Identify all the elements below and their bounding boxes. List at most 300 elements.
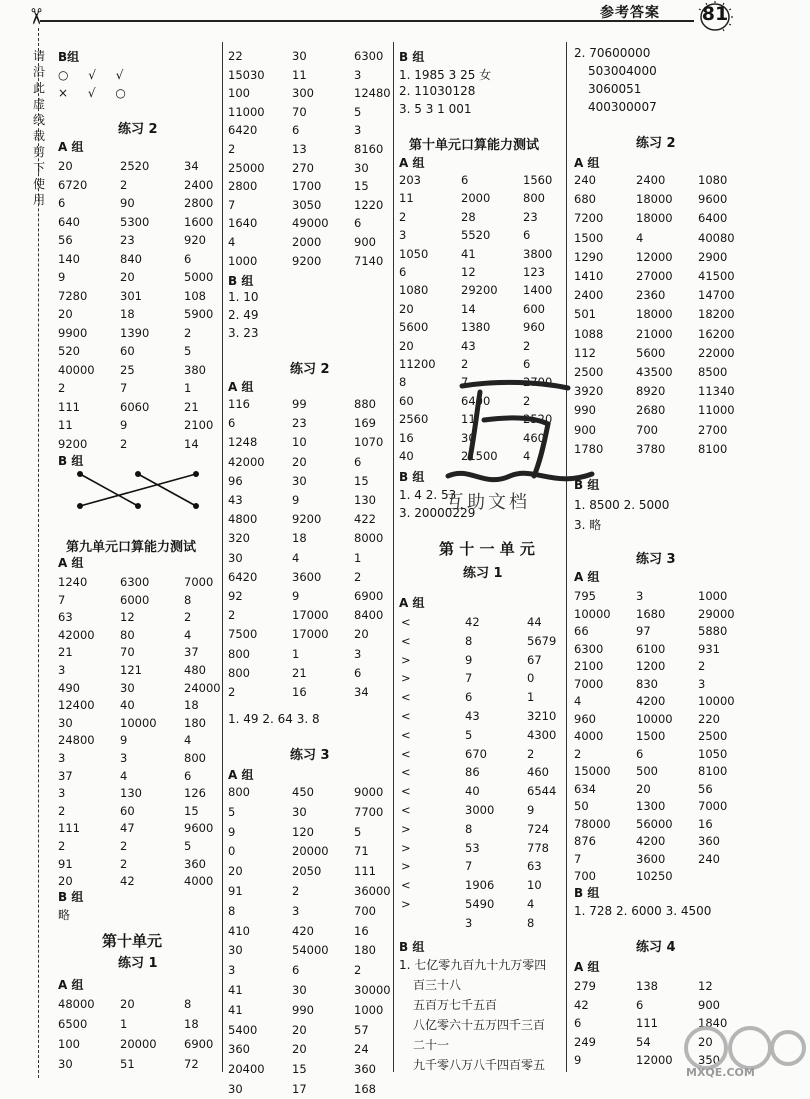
- answer-value: 795: [574, 589, 596, 603]
- answer-value: 20: [292, 1022, 307, 1037]
- answer-value: 1500: [636, 729, 666, 743]
- answer-value: 56000: [636, 816, 673, 831]
- answer-value: 2: [461, 357, 469, 371]
- answer-text: 3. 23: [228, 326, 259, 340]
- group-label: A 组: [58, 556, 84, 570]
- section-title: 第十单元口算能力测试: [409, 138, 540, 153]
- answer-value: 490: [58, 680, 80, 695]
- answer-value: <: [401, 615, 411, 629]
- answer-value: 1248: [228, 435, 258, 450]
- answer-value: 360: [228, 1042, 250, 1057]
- answer-value: 960: [523, 320, 545, 335]
- answer-value: 2400: [636, 173, 666, 187]
- answer-value: 54: [636, 1034, 651, 1049]
- answer-value: 6: [465, 690, 473, 705]
- answer-value: <: [401, 727, 411, 742]
- answer-value: 63: [58, 610, 73, 625]
- answer-value: 1: [527, 690, 535, 705]
- answer-value: 17: [292, 1082, 307, 1096]
- answer-value: 12480: [354, 86, 391, 101]
- answer-value: 44: [527, 615, 542, 629]
- answer-value: 5679: [527, 633, 557, 648]
- answer-value: 1680: [636, 606, 666, 621]
- answer-value: 800: [523, 191, 545, 206]
- answer-value: 15030: [228, 67, 265, 82]
- answer-value: 8920: [636, 384, 666, 399]
- answer-value: 108: [184, 288, 206, 303]
- answer-value: 29000: [698, 606, 735, 621]
- answer-value: 8: [184, 592, 192, 607]
- answer-value: 37: [58, 768, 73, 783]
- group-label: B 组: [399, 940, 425, 954]
- answer-value: 67: [527, 652, 542, 667]
- answer-value: 20: [228, 864, 243, 879]
- answer-value: 24: [354, 1042, 369, 1057]
- answer-value: 4: [184, 627, 192, 642]
- answer-value: 43: [461, 338, 476, 353]
- answer-value: 2680: [636, 403, 666, 418]
- answer-value: 6: [184, 251, 192, 266]
- answer-value: 6: [523, 357, 531, 371]
- answer-value: 15000: [574, 764, 611, 778]
- answer-value: 1080: [399, 283, 429, 298]
- answer-value: 90: [120, 196, 135, 210]
- answer-value: 56: [698, 781, 713, 796]
- answer-value: 6100: [636, 641, 666, 656]
- answer-value: 1: [354, 550, 362, 565]
- answer-value: 47: [120, 821, 135, 836]
- answer-value: 500: [636, 764, 658, 778]
- answer-value: 1410: [574, 269, 604, 283]
- answer-value: 2360: [636, 288, 666, 303]
- answer-value: 21: [292, 665, 307, 680]
- answer-value: 20: [292, 454, 307, 469]
- answer-value: 2800: [184, 196, 214, 210]
- answer-value: 3: [399, 228, 407, 243]
- answer-value: 460: [527, 765, 549, 780]
- answer-value: 14: [184, 436, 199, 451]
- answer-value: 91: [228, 884, 243, 898]
- answer-value: 72: [184, 1057, 199, 1071]
- answer-value: 9900: [58, 325, 88, 340]
- group-label: B 组: [58, 890, 84, 904]
- answer-value: 6: [58, 196, 66, 210]
- answer-value: 3210: [527, 709, 557, 723]
- answer-value: 99: [292, 397, 307, 411]
- answer-value: 1000: [698, 589, 728, 603]
- answer-value: 7: [574, 851, 582, 866]
- answer-value: 40: [465, 784, 480, 799]
- answer-value: 60: [120, 803, 135, 818]
- answer-value: 60: [120, 344, 135, 358]
- answer-value: 2: [228, 142, 236, 156]
- answer-value: 6900: [354, 589, 384, 603]
- answer-value: 2400: [574, 288, 604, 303]
- answer-value: 168: [354, 1082, 376, 1096]
- answer-value: <: [401, 709, 411, 723]
- answer-value: 2520: [523, 412, 553, 427]
- answer-value: 30: [461, 430, 476, 445]
- answer-value: 1840: [698, 1016, 728, 1031]
- answer-value: 9: [292, 589, 300, 603]
- answer-value: 3: [354, 646, 362, 661]
- answer-value: 180: [354, 943, 376, 958]
- answer-value: <: [401, 746, 411, 761]
- answer-value: 7: [228, 197, 236, 212]
- answer-value: 2500: [574, 365, 604, 379]
- answer-value: 12: [120, 610, 135, 625]
- answer-value: 5490: [465, 897, 495, 911]
- answer-value: 2: [292, 884, 300, 898]
- answer-value: 111: [636, 1016, 658, 1031]
- answer-value: 6: [354, 665, 362, 680]
- answer-value: 30: [228, 550, 243, 565]
- answer-value: 80: [120, 627, 135, 642]
- answer-value: >: [401, 652, 411, 667]
- answer-value: 111: [58, 399, 80, 414]
- answer-text: 1. 4 2. 53: [399, 488, 457, 502]
- answer-value: 30: [58, 715, 73, 730]
- answer-text: 二十一: [413, 1038, 450, 1052]
- answer-value: 91: [58, 856, 73, 871]
- answer-value: 2: [58, 839, 66, 853]
- answer-value: 2800: [228, 179, 258, 194]
- answer-value: 120: [292, 824, 314, 839]
- answer-value: <: [401, 878, 411, 893]
- answer-value: 20: [58, 307, 73, 321]
- answer-value: 6: [636, 997, 644, 1012]
- answer-value: 8: [228, 903, 236, 918]
- answer-value: <: [401, 690, 411, 705]
- answer-value: 501: [574, 307, 596, 322]
- answer-value: 4200: [636, 694, 666, 708]
- answer-value: 2560: [399, 412, 429, 427]
- answer-value: 17000: [292, 608, 329, 623]
- answer-value: 8400: [354, 608, 384, 623]
- answer-value: 3: [58, 751, 66, 765]
- answer-value: 21500: [461, 449, 498, 463]
- answer-value: 9: [465, 652, 473, 667]
- answer-value: 640: [58, 214, 80, 229]
- answer-value: 6300: [120, 575, 150, 589]
- answer-value: 1: [292, 646, 300, 661]
- answer-value: 1290: [574, 249, 604, 264]
- answer-value: 1: [120, 1017, 128, 1031]
- answer-value: 11: [292, 67, 307, 82]
- answer-value: 28: [461, 209, 476, 224]
- answer-value: 240: [574, 173, 596, 187]
- group-label: B 组: [399, 50, 425, 64]
- answer-value: 1700: [292, 179, 322, 194]
- answer-value: 37: [184, 645, 199, 660]
- answer-value: 1050: [698, 746, 728, 761]
- answer-value: 3: [465, 915, 473, 930]
- answer-text: 1. 8500 2. 5000: [574, 498, 670, 512]
- answer-value: 300: [292, 86, 314, 101]
- answer-value: 7: [465, 859, 473, 874]
- answer-value: 1000: [354, 1002, 384, 1017]
- answer-value: 2: [523, 393, 531, 408]
- corner-watermark-text: MXQE.COM: [686, 1066, 755, 1079]
- answer-value: 66: [574, 624, 589, 638]
- answer-value: 2: [354, 963, 362, 978]
- cut-instruction: 请沿此虚线裁剪下使用: [32, 49, 45, 207]
- answer-value: 900: [354, 235, 376, 249]
- answer-value: 1: [184, 381, 192, 395]
- answer-value: 8000: [354, 531, 384, 546]
- answer-value: 6900: [184, 1037, 214, 1051]
- answer-value: 40: [399, 449, 414, 463]
- group-label: B组: [58, 50, 80, 64]
- answer-value: 220: [698, 711, 720, 726]
- answer-value: 14: [461, 301, 476, 316]
- answer-value: 0: [527, 671, 535, 686]
- answer-text: 九千零八万八千四百零五: [413, 1058, 546, 1072]
- answer-value: 11: [399, 191, 414, 206]
- answer-text: 3. 5 3 1 001: [399, 102, 472, 116]
- answer-value: 2: [527, 746, 535, 761]
- group-label: A 组: [399, 156, 425, 170]
- answer-value: 8160: [354, 142, 384, 156]
- answer-value: 520: [58, 344, 80, 358]
- answer-value: 11340: [698, 384, 735, 399]
- answer-value: 8: [527, 915, 535, 930]
- answer-value: 36000: [354, 884, 391, 898]
- answer-value: 24800: [58, 733, 95, 748]
- answer-value: 2500: [698, 729, 728, 743]
- answer-value: 480: [184, 663, 206, 677]
- answer-value: 6: [399, 265, 407, 279]
- answer-value: 11000: [228, 104, 265, 119]
- answer-value: 2: [120, 856, 128, 871]
- answer-value: 9000: [354, 785, 384, 799]
- answer-value: 16: [698, 816, 713, 831]
- answer-text: 五百万七千五百: [413, 998, 498, 1012]
- answer-value: 2: [184, 325, 192, 340]
- answer-value: 8: [465, 633, 473, 648]
- answer-value: 6: [574, 1016, 582, 1031]
- answer-value: 3: [292, 903, 300, 918]
- answer-value: 1000: [228, 253, 258, 268]
- answer-value: 2: [228, 608, 236, 623]
- answer-value: 931: [698, 641, 720, 656]
- answer-value: 43500: [636, 365, 673, 379]
- answer-value: 8: [399, 375, 407, 390]
- answer-value: 880: [354, 397, 376, 411]
- answer-value: 8: [465, 821, 473, 836]
- answer-value: 41: [461, 246, 476, 261]
- answer-value: 5: [354, 824, 362, 839]
- answer-value: 40: [120, 698, 135, 713]
- answer-value: 6400: [461, 393, 491, 408]
- answer-value: 70: [120, 645, 135, 660]
- answer-value: 2: [120, 436, 128, 451]
- answer-value: 12000: [636, 1053, 673, 1068]
- answer-value: 130: [354, 493, 376, 507]
- answer-value: 53: [465, 840, 480, 855]
- answer-text: 1. 七亿零九百九十九万零四: [399, 958, 547, 972]
- unit-title: 第 十 一 单 元: [439, 540, 535, 558]
- answer-value: 700: [354, 903, 376, 918]
- group-label: A 组: [58, 140, 84, 154]
- answer-value: >: [401, 859, 411, 874]
- answer-value: 5000: [184, 270, 214, 284]
- answer-value: 1080: [698, 173, 728, 187]
- answer-value: 17000: [292, 627, 329, 642]
- answer-value: 1906: [465, 878, 495, 893]
- group-label: A 组: [574, 960, 600, 974]
- answer-value: 6: [354, 454, 362, 469]
- answer-value: 6500: [58, 1017, 88, 1031]
- answer-value: 16: [354, 923, 369, 938]
- answer-value: 410: [228, 923, 250, 938]
- answer-value: >: [401, 671, 411, 686]
- group-label: A 组: [228, 768, 254, 782]
- answer-value: 27000: [636, 269, 673, 283]
- answer-value: 7: [58, 592, 66, 607]
- answer-value: 7: [461, 375, 469, 390]
- answer-value: 96: [228, 473, 243, 488]
- answer-value: 460: [523, 430, 545, 445]
- group-label: B 组: [58, 454, 84, 468]
- answer-value: 3: [354, 123, 362, 138]
- group-label: B 组: [574, 886, 600, 900]
- answer-value: 301: [120, 288, 142, 303]
- answer-value: 24000: [184, 680, 221, 695]
- answer-value: 1050: [399, 246, 429, 261]
- answer-value: 30: [292, 983, 307, 997]
- answer-value: 20: [698, 1034, 713, 1049]
- answer-value: 2: [58, 803, 66, 818]
- answer-value: 5900: [184, 307, 214, 321]
- answer-value: 203: [399, 173, 421, 187]
- answer-value: >: [401, 821, 411, 836]
- answer-value: 2: [120, 177, 128, 192]
- answer-value: 18: [184, 1017, 199, 1031]
- answer-value: 4: [523, 449, 531, 463]
- answer-value: 112: [574, 345, 596, 360]
- answer-value: 11: [58, 418, 73, 432]
- answer-value: 5: [465, 727, 473, 742]
- answer-text: 略: [58, 908, 71, 922]
- answer-value: 30: [120, 680, 135, 695]
- answer-value: 9: [574, 1053, 582, 1068]
- answer-value: 6300: [574, 641, 604, 656]
- answer-value: 4300: [527, 727, 557, 742]
- answer-value: 800: [228, 785, 250, 799]
- answer-value: 42000: [228, 454, 265, 469]
- answer-value: 48000: [58, 997, 95, 1011]
- group-label: A 组: [58, 978, 84, 992]
- answer-value: 30: [228, 943, 243, 958]
- answer-value: 600: [523, 301, 545, 316]
- answer-text: 3. 略: [574, 518, 602, 532]
- answer-value: 34: [354, 685, 369, 699]
- answer-value: 7500: [228, 627, 258, 642]
- answer-value: 6000: [120, 592, 150, 607]
- group-label: A 组: [574, 156, 600, 170]
- answer-value: 9: [527, 803, 535, 817]
- answer-value: 1390: [120, 325, 150, 340]
- answer-value: 5600: [636, 345, 666, 360]
- answer-value: 60: [399, 393, 414, 408]
- answer-value: 8: [184, 997, 192, 1011]
- answer-value: 42: [574, 997, 589, 1012]
- answer-value: 40080: [698, 230, 735, 245]
- answer-value: 12: [698, 979, 713, 993]
- answer-value: 97: [636, 624, 651, 638]
- answer-value: 30: [354, 160, 369, 175]
- answer-value: 111: [354, 864, 376, 879]
- answer-value: 14700: [698, 288, 735, 303]
- answer-value: 9: [120, 733, 128, 748]
- answer-value: 6: [461, 173, 469, 187]
- answer-value: 4: [120, 768, 128, 783]
- section-title: 练习 3: [636, 552, 676, 567]
- answer-value: 18: [184, 698, 199, 713]
- group-label: B 组: [399, 470, 425, 484]
- answer-value: 20: [399, 301, 414, 316]
- answer-value: 138: [636, 979, 658, 993]
- answer-text: 1. 10: [228, 290, 259, 304]
- answer-text: 1. 728 2. 6000 3. 4500: [574, 904, 712, 918]
- answer-value: 9600: [184, 821, 214, 836]
- answer-value: 960: [574, 711, 596, 726]
- answer-value: 3: [698, 676, 706, 691]
- answer-value: 279: [574, 979, 596, 993]
- answer-value: 7: [120, 381, 128, 395]
- answer-value: 6: [523, 228, 531, 243]
- answer-value: 43: [465, 709, 480, 723]
- answer-value: 16: [292, 685, 307, 699]
- answer-value: 121: [120, 663, 142, 677]
- answer-value: 86: [465, 765, 480, 780]
- answer-value: 11200: [399, 357, 436, 371]
- answer-value: 900: [574, 422, 596, 437]
- answer-value: 12: [461, 265, 476, 279]
- answer-value: 360: [184, 856, 206, 871]
- answer-value: 18: [120, 307, 135, 321]
- answer-value: 990: [574, 403, 596, 418]
- answer-value: 6: [184, 768, 192, 783]
- answer-value: 20000: [292, 844, 329, 859]
- answer-value: 7700: [354, 804, 384, 819]
- answer-value: 2700: [698, 422, 728, 437]
- answer-value: 6: [292, 963, 300, 978]
- answer-value: 876: [574, 834, 596, 848]
- answer-value: 180: [184, 715, 206, 730]
- answer-value: 9: [292, 493, 300, 507]
- answer-value: 2050: [292, 864, 322, 879]
- answer-value: 21: [58, 645, 73, 660]
- answer-text: 2. 49: [228, 308, 259, 322]
- answer-value: 1380: [461, 320, 491, 335]
- answer-text: 3060051: [588, 82, 642, 96]
- answer-value: 350: [698, 1053, 720, 1068]
- header-rule: [40, 20, 694, 22]
- answer-value: 1220: [354, 197, 384, 212]
- answer-value: 23: [292, 416, 307, 431]
- answer-value: 1780: [574, 441, 604, 456]
- answer-value: 2: [698, 659, 706, 673]
- answer-value: <: [401, 803, 411, 817]
- answer-text: 1. 49 2. 64 3. 8: [228, 712, 320, 726]
- answer-value: 20400: [228, 1062, 265, 1077]
- group-label: A 组: [574, 570, 600, 584]
- answer-text: 2. 70600000: [574, 46, 651, 60]
- answer-value: 8100: [698, 764, 728, 778]
- answer-value: 5: [228, 804, 236, 819]
